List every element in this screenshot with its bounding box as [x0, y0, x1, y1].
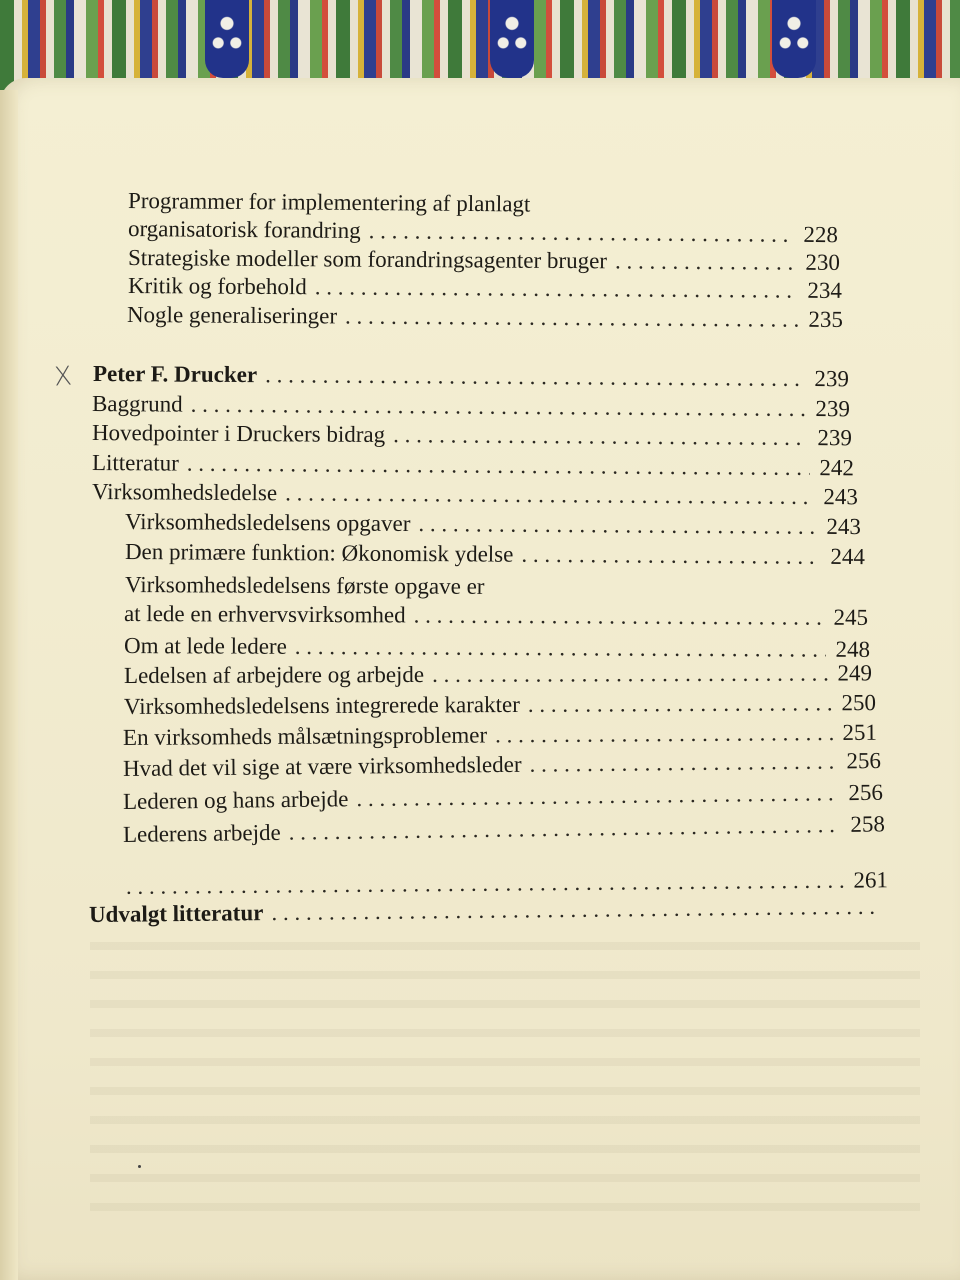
- toc-entry: [92, 391, 850, 422]
- toc-entry: [124, 660, 872, 689]
- toc-leader: [345, 304, 799, 333]
- toc-entry-label: Litteratur: [91, 450, 179, 476]
- toc-entry-label: Kritik og forbehold: [127, 273, 307, 300]
- toc-entry-label: Virksomhedsledelsens opgaver: [124, 509, 411, 536]
- toc-entry: [92, 420, 852, 451]
- toc-entry-label: Lederen og hans arbejde: [122, 786, 349, 814]
- fabric-motif: [490, 0, 534, 78]
- toc-entry-page: 256: [848, 779, 884, 806]
- toc-leader: [521, 542, 820, 570]
- toc-entry: [125, 572, 865, 602]
- toc-entry-page: 244: [830, 543, 866, 570]
- toc-entry-page: 245: [833, 604, 869, 630]
- toc-leader: [615, 248, 796, 275]
- toc-entry-page: 242: [819, 455, 855, 481]
- toc-entry-page: 258: [850, 811, 886, 837]
- toc-entry-label: at lede en erhvervsvirksomhed: [123, 601, 406, 628]
- toc-entry-page: 239: [817, 425, 853, 451]
- toc-entry-label: En virksomheds målsætningsproblemer: [122, 722, 488, 750]
- toc-entry-label: Hovedpointer i Druckers bidrag: [91, 420, 386, 448]
- toc-entry: [92, 450, 854, 481]
- toc-leader: [495, 720, 833, 748]
- page-edge: [0, 90, 18, 1280]
- toc-entry: [128, 273, 842, 304]
- toc-entry-label: Den primære funktion: Økonomisk ydelse: [124, 539, 514, 567]
- toc-entry-page: 249: [837, 660, 873, 686]
- toc-leader: [529, 749, 836, 778]
- toc-entry-label: Baggrund: [91, 391, 183, 417]
- toc-entry-label: Udvalgt litteratur: [88, 900, 264, 927]
- toc-leader: [265, 362, 805, 392]
- toc-leader: [191, 392, 806, 422]
- toc-entry-page: 256: [846, 748, 882, 774]
- toc-leader: [432, 661, 827, 688]
- toc-entry-label: Nogle generaliseringer: [126, 302, 338, 329]
- fabric-motif: [772, 0, 816, 78]
- toc-entry-page: 230: [805, 249, 841, 275]
- toc-leader: [187, 451, 810, 481]
- toc-entry-label: Lederens arbejde: [122, 819, 281, 847]
- paper-speck: [138, 1165, 141, 1168]
- toc-entry-page: 239: [815, 396, 851, 422]
- toc-leader: [414, 603, 824, 631]
- toc-entry: [125, 509, 861, 540]
- toc-leader: [393, 422, 807, 451]
- toc-leader: [295, 634, 826, 663]
- toc-entry-page: 228: [803, 221, 839, 248]
- toc-entry-page: 243: [826, 513, 862, 540]
- toc-entry-page: 251: [842, 719, 878, 745]
- fabric-motif: [205, 0, 249, 78]
- toc-entry: [124, 690, 876, 720]
- toc-chapter: [93, 361, 849, 392]
- toc-leader: [418, 511, 816, 540]
- toc-entry-label: Ledelsen af arbejdere og arbejde: [123, 661, 425, 688]
- show-through-lines: [90, 930, 920, 1230]
- margin-mark: X: [52, 361, 73, 393]
- toc-entry-page: 248: [835, 636, 871, 662]
- toc-entry: [92, 479, 858, 510]
- toc-leader: [285, 480, 814, 510]
- toc-entry-label: Strategiske modeller som forandringsagenter bruger: [127, 245, 608, 274]
- toc-entry: [125, 539, 865, 570]
- toc-entry-label: organisatorisk forandring: [127, 216, 361, 244]
- toc-leader: [528, 690, 832, 718]
- toc-leader: [315, 274, 798, 303]
- toc-entry-page: 239: [814, 366, 850, 392]
- toc-entry-page: 234: [807, 277, 843, 303]
- toc-entry: [124, 601, 868, 631]
- toc-entry: [123, 720, 877, 751]
- toc-entry-label: Peter F. Drucker: [92, 361, 258, 388]
- toc-entry-label: Virksomhedsledelse: [91, 479, 278, 506]
- toc-entry-page: 243: [823, 484, 859, 510]
- toc-entry-label: Programmer for implementering af planlagt: [127, 188, 531, 217]
- toc-entry-label: Virksomhedsledelsens integrerede karakter: [123, 691, 520, 719]
- toc-entry: [128, 245, 840, 276]
- toc-entry-label: Virksomhedsledelsens første opgave er: [124, 572, 485, 599]
- toc-entry-label: Om at lede ledere: [123, 633, 287, 659]
- toc-leader: [369, 218, 794, 248]
- toc-entry-page: 261: [853, 867, 889, 893]
- toc-entry: [127, 302, 843, 333]
- show-through-text: [95, 190, 108, 238]
- toc-entry-label: Hvad det vil sige at være virksomhedsleder: [122, 751, 522, 781]
- toc-entry-page: 250: [841, 690, 877, 716]
- toc-entry: [124, 633, 870, 663]
- toc-entry-page: 235: [808, 306, 844, 332]
